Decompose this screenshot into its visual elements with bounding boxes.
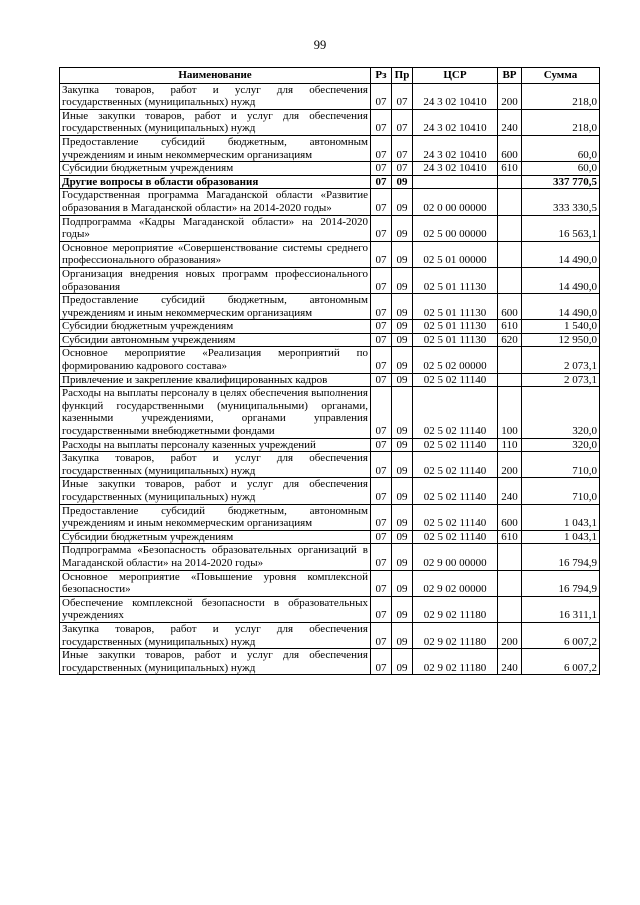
row-name: Основное мероприятие «Повышение уровня комплексной безопасности»	[60, 570, 371, 596]
table-row	[60, 267, 600, 293]
row-sum: 337 770,5	[522, 175, 600, 189]
row-pr: 09	[392, 438, 413, 452]
row-rz: 07	[371, 135, 392, 161]
table-row	[60, 135, 600, 161]
row-name: Закупка товаров, работ и услуг для обеспечения государственных (муниципальных) нужд	[60, 622, 371, 648]
table-row	[60, 622, 600, 648]
row-csr: 02 5 02 00000	[413, 347, 498, 373]
row-name: Иные закупки товаров, работ и услуг для обеспечения государственных (муниципальных) нужд	[60, 109, 371, 135]
row-csr: 24 3 02 10410	[413, 83, 498, 109]
row-vr: 240	[498, 649, 522, 675]
table-row	[60, 544, 600, 570]
row-sum: 60,0	[522, 162, 600, 176]
row-rz: 07	[371, 649, 392, 675]
row-pr: 09	[392, 570, 413, 596]
row-csr: 24 3 02 10410	[413, 109, 498, 135]
row-pr: 09	[392, 215, 413, 241]
row-pr: 09	[392, 596, 413, 622]
row-pr: 09	[392, 347, 413, 373]
table-row	[60, 241, 600, 267]
row-pr: 09	[392, 373, 413, 387]
row-rz: 07	[371, 294, 392, 320]
row-rz: 07	[371, 333, 392, 347]
row-name: Субсидии бюджетным учреждениям	[60, 530, 371, 544]
row-name: Государственная программа Магаданской области «Развитие образования в Магаданской области» на 2014-2020 годы»	[60, 189, 371, 215]
row-vr	[498, 241, 522, 267]
row-rz: 07	[371, 162, 392, 176]
row-csr: 02 5 01 11130	[413, 333, 498, 347]
row-csr: 02 5 02 11140	[413, 530, 498, 544]
row-sum: 218,0	[522, 83, 600, 109]
row-vr	[498, 347, 522, 373]
row-csr: 02 5 02 11140	[413, 504, 498, 530]
row-vr: 600	[498, 135, 522, 161]
row-vr: 610	[498, 320, 522, 334]
row-rz: 07	[371, 544, 392, 570]
row-csr: 02 5 01 00000	[413, 241, 498, 267]
row-sum: 2 073,1	[522, 373, 600, 387]
row-name: Организация внедрения новых программ профессионального образования	[60, 267, 371, 293]
row-pr: 07	[392, 135, 413, 161]
row-name: Субсидии автономным учреждениям	[60, 333, 371, 347]
row-csr: 02 5 02 11140	[413, 452, 498, 478]
row-vr: 110	[498, 438, 522, 452]
row-rz: 07	[371, 570, 392, 596]
row-csr: 02 5 02 11140	[413, 387, 498, 438]
row-name: Обеспечение комплексной безопасности в образовательных учреждениях	[60, 596, 371, 622]
row-vr	[498, 596, 522, 622]
row-vr	[498, 373, 522, 387]
row-vr: 240	[498, 109, 522, 135]
table-row	[60, 387, 600, 438]
row-name: Субсидии бюджетным учреждениям	[60, 162, 371, 176]
row-vr: 600	[498, 504, 522, 530]
row-vr	[498, 544, 522, 570]
row-pr: 09	[392, 504, 413, 530]
row-rz: 07	[371, 83, 392, 109]
row-name: Подпрограмма «Безопасность образовательных организаций в Магаданской области» на 2014-2020 годы»	[60, 544, 371, 570]
row-csr: 02 9 02 11180	[413, 649, 498, 675]
row-sum: 1 540,0	[522, 320, 600, 334]
row-rz: 07	[371, 347, 392, 373]
row-sum: 2 073,1	[522, 347, 600, 373]
row-csr: 02 5 01 11130	[413, 320, 498, 334]
row-rz: 07	[371, 241, 392, 267]
row-rz: 07	[371, 504, 392, 530]
row-rz: 07	[371, 175, 392, 189]
row-csr: 02 9 00 00000	[413, 544, 498, 570]
row-csr	[413, 175, 498, 189]
row-pr: 09	[392, 333, 413, 347]
row-csr: 02 5 01 11130	[413, 267, 498, 293]
row-name: Привлечение и закрепление квалифицированных кадров	[60, 373, 371, 387]
row-sum: 16 563,1	[522, 215, 600, 241]
row-vr: 600	[498, 294, 522, 320]
table-row	[60, 373, 600, 387]
row-vr: 620	[498, 333, 522, 347]
table-row	[60, 294, 600, 320]
row-sum: 218,0	[522, 109, 600, 135]
row-pr: 07	[392, 109, 413, 135]
row-vr: 200	[498, 83, 522, 109]
table-row	[60, 347, 600, 373]
table-row	[60, 504, 600, 530]
row-pr: 09	[392, 175, 413, 189]
row-sum: 16 794,9	[522, 570, 600, 596]
row-rz: 07	[371, 622, 392, 648]
row-pr: 09	[392, 294, 413, 320]
row-sum: 1 043,1	[522, 530, 600, 544]
row-sum: 16 311,1	[522, 596, 600, 622]
row-name: Предоставление субсидий бюджетным, автономным учреждениям и иным некоммерческим организациям	[60, 294, 371, 320]
header-rz: Рз	[371, 68, 392, 84]
row-pr: 09	[392, 478, 413, 504]
budget-table	[59, 67, 600, 675]
table-row	[60, 320, 600, 334]
row-name: Расходы на выплаты персоналу в целях обеспечения выполнения функций государственными (муниципальными) органами, казенными учреждениями, органами управления государственными внебюджетными фондами	[60, 387, 371, 438]
row-pr: 09	[392, 452, 413, 478]
row-csr: 02 5 02 11140	[413, 438, 498, 452]
row-csr: 02 9 02 00000	[413, 570, 498, 596]
row-pr: 09	[392, 320, 413, 334]
table-row	[60, 530, 600, 544]
row-name: Основное мероприятие «Совершенствование системы среднего профессионального образования»	[60, 241, 371, 267]
table-row	[60, 109, 600, 135]
row-rz: 07	[371, 109, 392, 135]
row-name: Субсидии бюджетным учреждениям	[60, 320, 371, 334]
row-rz: 07	[371, 215, 392, 241]
table-row	[60, 189, 600, 215]
row-rz: 07	[371, 189, 392, 215]
page-number: 99	[313, 38, 327, 52]
row-vr	[498, 570, 522, 596]
row-sum: 710,0	[522, 452, 600, 478]
row-sum: 1 043,1	[522, 504, 600, 530]
row-pr: 09	[392, 267, 413, 293]
table-row	[60, 162, 600, 176]
row-name: Другие вопросы в области образования	[60, 175, 371, 189]
row-name: Предоставление субсидий бюджетным, автономным учреждениям и иным некоммерческим организациям	[60, 135, 371, 161]
row-csr: 02 0 00 00000	[413, 189, 498, 215]
table-body	[60, 83, 600, 675]
row-rz: 07	[371, 387, 392, 438]
row-rz: 07	[371, 596, 392, 622]
row-vr: 100	[498, 387, 522, 438]
row-pr: 09	[392, 241, 413, 267]
row-csr: 02 5 00 00000	[413, 215, 498, 241]
row-rz: 07	[371, 530, 392, 544]
row-vr: 240	[498, 478, 522, 504]
row-rz: 07	[371, 438, 392, 452]
row-pr: 09	[392, 387, 413, 438]
table-row	[60, 452, 600, 478]
row-vr	[498, 267, 522, 293]
row-sum: 14 490,0	[522, 294, 600, 320]
header-sum: Сумма	[522, 68, 600, 84]
row-vr: 610	[498, 162, 522, 176]
row-sum: 60,0	[522, 135, 600, 161]
row-name: Закупка товаров, работ и услуг для обеспечения государственных (муниципальных) нужд	[60, 452, 371, 478]
row-csr: 02 9 02 11180	[413, 596, 498, 622]
header-pr: Пр	[392, 68, 413, 84]
row-sum: 16 794,9	[522, 544, 600, 570]
row-rz: 07	[371, 320, 392, 334]
row-csr: 02 5 01 11130	[413, 294, 498, 320]
row-name: Подпрограмма «Кадры Магаданской области» на 2014-2020 годы»	[60, 215, 371, 241]
row-sum: 6 007,2	[522, 649, 600, 675]
row-vr	[498, 215, 522, 241]
row-rz: 07	[371, 478, 392, 504]
row-name: Основное мероприятие «Реализация мероприятий по формированию кадрового состава»	[60, 347, 371, 373]
row-csr: 02 9 02 11180	[413, 622, 498, 648]
table-header-row	[60, 68, 600, 84]
row-sum: 333 330,5	[522, 189, 600, 215]
row-name: Иные закупки товаров, работ и услуг для обеспечения государственных (муниципальных) нужд	[60, 478, 371, 504]
row-pr: 09	[392, 189, 413, 215]
row-csr: 24 3 02 10410	[413, 135, 498, 161]
row-sum: 6 007,2	[522, 622, 600, 648]
row-vr: 200	[498, 452, 522, 478]
table-row	[60, 83, 600, 109]
row-name: Иные закупки товаров, работ и услуг для обеспечения государственных (муниципальных) нужд	[60, 649, 371, 675]
row-pr: 09	[392, 649, 413, 675]
row-rz: 07	[371, 452, 392, 478]
row-csr: 24 3 02 10410	[413, 162, 498, 176]
row-vr	[498, 189, 522, 215]
header-name: Наименование	[60, 68, 371, 84]
table-row	[60, 333, 600, 347]
table-row	[60, 478, 600, 504]
row-vr	[498, 175, 522, 189]
row-pr: 09	[392, 622, 413, 648]
table-row	[60, 438, 600, 452]
row-sum: 320,0	[522, 438, 600, 452]
row-sum: 710,0	[522, 478, 600, 504]
row-name: Закупка товаров, работ и услуг для обеспечения государственных (муниципальных) нужд	[60, 83, 371, 109]
row-csr: 02 5 02 11140	[413, 478, 498, 504]
row-pr: 09	[392, 544, 413, 570]
row-vr: 610	[498, 530, 522, 544]
row-name: Предоставление субсидий бюджетным, автономным учреждениям и иным некоммерческим организациям	[60, 504, 371, 530]
row-sum: 320,0	[522, 387, 600, 438]
row-pr: 07	[392, 83, 413, 109]
row-sum: 12 950,0	[522, 333, 600, 347]
row-sum: 14 490,0	[522, 267, 600, 293]
row-rz: 07	[371, 373, 392, 387]
row-sum: 14 490,0	[522, 241, 600, 267]
table-row	[60, 649, 600, 675]
table-row	[60, 175, 600, 189]
row-name: Расходы на выплаты персоналу казенных учреждений	[60, 438, 371, 452]
row-pr: 07	[392, 162, 413, 176]
header-vr: ВР	[498, 68, 522, 84]
header-csr: ЦСР	[413, 68, 498, 84]
row-rz: 07	[371, 267, 392, 293]
row-csr: 02 5 02 11140	[413, 373, 498, 387]
table-row	[60, 596, 600, 622]
table-row	[60, 215, 600, 241]
table-row	[60, 570, 600, 596]
row-pr: 09	[392, 530, 413, 544]
row-vr: 200	[498, 622, 522, 648]
